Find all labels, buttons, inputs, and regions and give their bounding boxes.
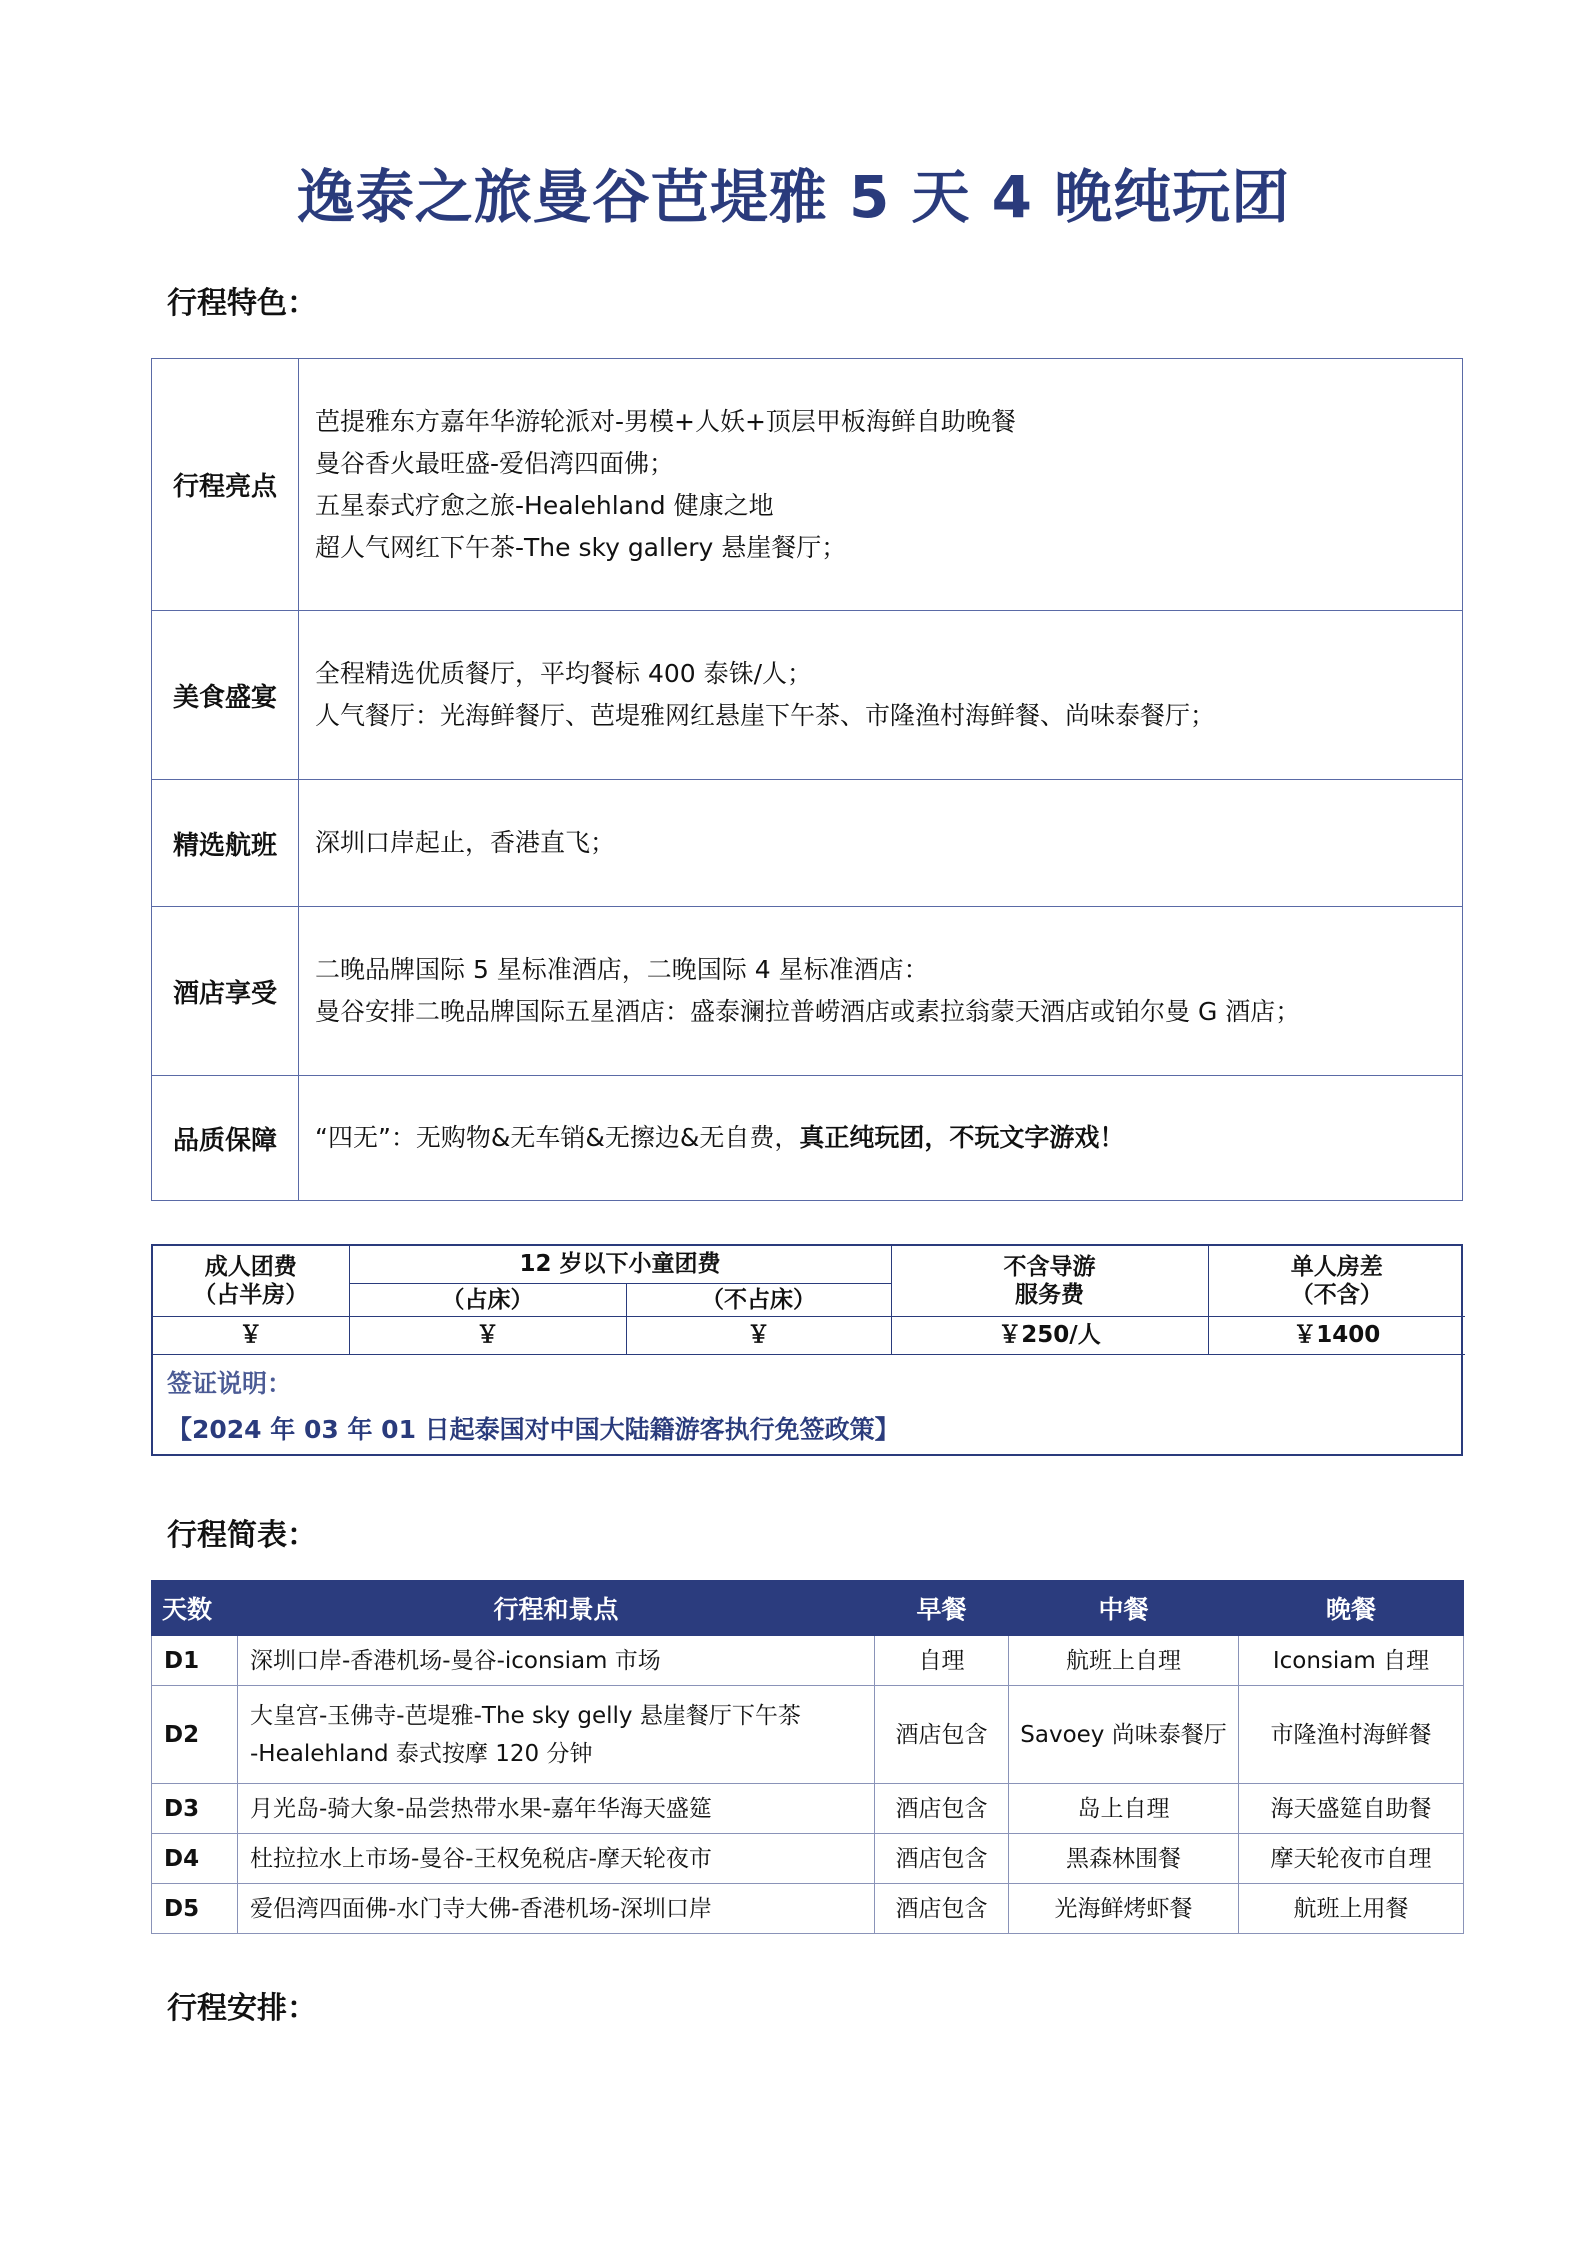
feature-row-highlights bbox=[152, 359, 1463, 611]
day-cell: D2 bbox=[152, 1686, 238, 1784]
features-table bbox=[151, 358, 1463, 1201]
adult-fee-note: （占半房） bbox=[193, 1281, 309, 1308]
day-cell: D5 bbox=[152, 1884, 238, 1934]
header-dinner: 晚餐 bbox=[1239, 1581, 1464, 1636]
table-row bbox=[152, 1834, 1464, 1884]
adult-fee-header bbox=[153, 1246, 349, 1316]
breakfast-cell: 酒店包含 bbox=[875, 1686, 1009, 1784]
feature-line: 芭提雅东方嘉年华游轮派对-男模+人妖+顶层甲板海鲜自助晚餐 bbox=[315, 406, 1016, 436]
single-room-label: 单人房差 bbox=[1290, 1253, 1383, 1280]
feature-line: 二晚品牌国际 5 星标准酒店，二晚国际 4 星标准酒店： bbox=[315, 955, 929, 984]
guide-fee-label: 不含导游 bbox=[1003, 1253, 1096, 1280]
section-heading-arrangement: 行程安排： bbox=[167, 1991, 317, 2026]
breakfast-cell: 酒店包含 bbox=[875, 1784, 1009, 1834]
feature-line: 人气餐厅：光海鲜餐厅、芭堤雅网红悬崖下午茶、市隆渔村海鲜餐、尚味泰餐厅； bbox=[315, 701, 1216, 730]
feature-content bbox=[299, 780, 1463, 907]
day-cell: D4 bbox=[152, 1834, 238, 1884]
header-route: 行程和景点 bbox=[238, 1581, 875, 1636]
price-table bbox=[153, 1246, 1465, 1355]
guide-fee-header bbox=[891, 1246, 1208, 1316]
feature-content bbox=[299, 907, 1463, 1076]
table-row bbox=[152, 1784, 1464, 1834]
child-fee-header: 12 岁以下小童团费 bbox=[349, 1246, 891, 1283]
header-breakfast: 早餐 bbox=[875, 1581, 1009, 1636]
feature-row-quality bbox=[152, 1076, 1463, 1201]
child-bed-header: （占床） bbox=[349, 1283, 626, 1316]
single-room-note: （不含） bbox=[1290, 1281, 1383, 1308]
dinner-cell: 海天盛筵自助餐 bbox=[1239, 1784, 1464, 1834]
lunch-cell: 黑森林围餐 bbox=[1009, 1834, 1239, 1884]
price-visa-block bbox=[151, 1244, 1463, 1456]
page-title: 逸泰之旅曼谷芭堤雅 5 天 4 晚纯玩团 bbox=[296, 163, 1291, 231]
visa-label: 签证说明： bbox=[167, 1369, 293, 1398]
feature-row-food bbox=[152, 611, 1463, 780]
section-heading-brief: 行程简表： bbox=[167, 1518, 317, 1553]
adult-fee-label: 成人团费 bbox=[204, 1253, 297, 1280]
route-cell: 深圳口岸-香港机场-曼谷-iconsiam 市场 bbox=[238, 1636, 875, 1686]
route-line: 大皇宫-玉佛寺-芭堤雅-The sky gelly 悬崖餐厅下午茶 bbox=[250, 1702, 801, 1729]
dinner-cell: Iconsiam 自理 bbox=[1239, 1636, 1464, 1686]
section-heading-features: 行程特色： bbox=[167, 286, 317, 321]
quality-bold-text: 真正纯玩团，不玩文字游戏！ bbox=[799, 1123, 1125, 1152]
feature-content bbox=[299, 611, 1463, 780]
feature-line: 全程精选优质餐厅，平均餐标 400 泰铢/人； bbox=[315, 659, 813, 688]
feature-content bbox=[299, 359, 1463, 611]
route-line: -Healehland 泰式按摩 120 分钟 bbox=[250, 1740, 593, 1767]
feature-label: 酒店享受 bbox=[152, 907, 299, 1076]
table-row bbox=[152, 1636, 1464, 1686]
single-room-value: ￥1400 bbox=[1208, 1316, 1465, 1354]
child-bed-value: ￥ bbox=[349, 1316, 626, 1354]
feature-line bbox=[315, 1117, 1461, 1159]
route-cell: 杜拉拉水上市场-曼谷-王权免税店-摩天轮夜市 bbox=[238, 1834, 875, 1884]
lunch-cell: 航班上自理 bbox=[1009, 1636, 1239, 1686]
dinner-cell: 摩天轮夜市自理 bbox=[1239, 1834, 1464, 1884]
table-row bbox=[152, 1884, 1464, 1934]
header-lunch: 中餐 bbox=[1009, 1581, 1239, 1636]
feature-line: 深圳口岸起止，香港直飞； bbox=[315, 828, 616, 857]
feature-line: 五星泰式疗愈之旅-Healehland 健康之地 bbox=[315, 490, 774, 520]
feature-label: 品质保障 bbox=[152, 1076, 299, 1201]
header-day: 天数 bbox=[152, 1581, 238, 1636]
day-cell: D1 bbox=[152, 1636, 238, 1686]
dinner-cell: 市隆渔村海鲜餐 bbox=[1239, 1686, 1464, 1784]
feature-row-hotel bbox=[152, 907, 1463, 1076]
route-cell: 月光岛-骑大象-品尝热带水果-嘉年华海天盛筵 bbox=[238, 1784, 875, 1834]
table-row bbox=[152, 1686, 1464, 1784]
child-nobed-header: （不占床） bbox=[626, 1283, 891, 1316]
lunch-cell: 光海鲜烤虾餐 bbox=[1009, 1884, 1239, 1934]
feature-line: 曼谷安排二晚品牌国际五星酒店：盛泰澜拉普崂酒店或素拉翁蒙天酒店或铂尔曼 G 酒店； bbox=[315, 997, 1301, 1026]
feature-label: 行程亮点 bbox=[152, 359, 299, 611]
day-cell: D3 bbox=[152, 1784, 238, 1834]
breakfast-cell: 酒店包含 bbox=[875, 1834, 1009, 1884]
single-room-header bbox=[1208, 1246, 1465, 1316]
guide-fee-label-2: 服务费 bbox=[1015, 1281, 1085, 1308]
schedule-table bbox=[151, 1580, 1464, 1934]
dinner-cell: 航班上用餐 bbox=[1239, 1884, 1464, 1934]
quality-normal-text: “四无”：无购物&无车销&无擦边&无自费， bbox=[315, 1123, 800, 1152]
breakfast-cell: 自理 bbox=[875, 1636, 1009, 1686]
route-cell: 爱侣湾四面佛-水门寺大佛-香港机场-深圳口岸 bbox=[238, 1884, 875, 1934]
feature-label: 精选航班 bbox=[152, 780, 299, 907]
feature-line: 超人气网红下午茶-The sky gallery 悬崖餐厅； bbox=[315, 532, 847, 562]
adult-fee-value: ￥ bbox=[153, 1316, 349, 1354]
visa-policy: 【2024 年 03 年 01 日起泰国对中国大陆籍游客执行免签政策】 bbox=[167, 1415, 900, 1444]
guide-fee-value: ￥250/人 bbox=[891, 1316, 1208, 1354]
feature-row-flight bbox=[152, 780, 1463, 907]
feature-line: 曼谷香火最旺盛-爱侣湾四面佛； bbox=[315, 448, 675, 478]
lunch-cell: 岛上自理 bbox=[1009, 1784, 1239, 1834]
feature-content bbox=[299, 1076, 1463, 1201]
schedule-header-row bbox=[152, 1581, 1464, 1636]
feature-label: 美食盛宴 bbox=[152, 611, 299, 780]
child-nobed-value: ￥ bbox=[626, 1316, 891, 1354]
breakfast-cell: 酒店包含 bbox=[875, 1884, 1009, 1934]
lunch-cell: Savoey 尚味泰餐厅 bbox=[1009, 1686, 1239, 1784]
route-cell bbox=[238, 1686, 875, 1784]
